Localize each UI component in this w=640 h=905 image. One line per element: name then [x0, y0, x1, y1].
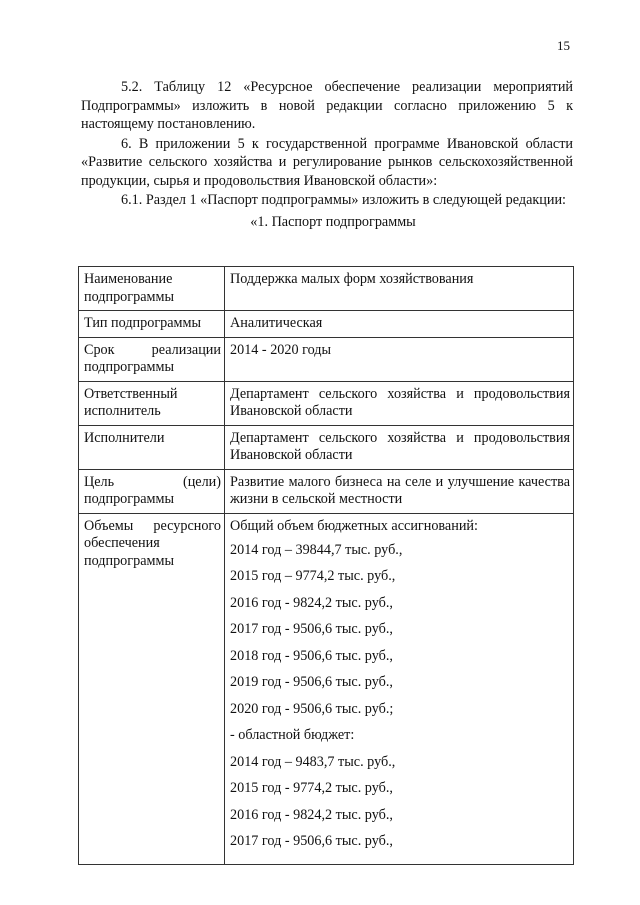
row-value: Поддержка малых форм хозяйствования — [225, 267, 574, 311]
funding-line: - областной бюджет: — [230, 727, 355, 743]
row-value: 2014 - 2020 годы — [225, 337, 574, 381]
funding-line: 2016 год - 9824,2 тыс. руб., — [230, 806, 393, 823]
table-row-funding — [79, 513, 574, 864]
page-number: 15 — [557, 38, 570, 53]
funding-line: 2014 год – 39844,7 тыс. руб., — [230, 541, 403, 558]
row-label: Срок реализации подпрограммы — [79, 337, 225, 381]
funding-lines — [225, 513, 574, 864]
row-value: Департамент сельского хозяйства и продовольствия Ивановской области — [225, 381, 574, 425]
row-value: Департамент сельского хозяйства и продовольствия Ивановской области — [225, 425, 574, 469]
table-row — [79, 381, 574, 425]
table-row — [79, 469, 574, 513]
funding-line: 2018 год - 9506,6 тыс. руб., — [230, 647, 393, 664]
paragraph-6: 6. В приложении 5 к государственной программе Ивановской области «Развитие сельского хозяйства и регулирование рынков сельскохозяйственной продукции, сырья и продовольствия Ивановской области»: — [81, 135, 573, 189]
row-value: Аналитическая — [225, 311, 574, 338]
row-label: Ответственный исполнитель — [79, 381, 225, 425]
passport-table — [78, 266, 574, 865]
row-label: Объемы ресурсного обеспечения подпрограммы — [79, 513, 225, 864]
funding-line: 2015 год – 9774,2 тыс. руб., — [230, 568, 396, 584]
row-label: Наименование подпрограммы — [79, 267, 225, 311]
funding-line: 2016 год - 9824,2 тыс. руб., — [230, 594, 393, 611]
paragraph-6-1: 6.1. Раздел 1 «Паспорт подпрограммы» изложить в следующей редакции: — [121, 192, 566, 208]
funding-line: 2017 год - 9506,6 тыс. руб., — [230, 621, 393, 637]
funding-line: 2014 год – 9483,7 тыс. руб., — [230, 753, 396, 770]
paragraph-5-2: 5.2. Таблицу 12 «Ресурсное обеспечение реализации мероприятий Подпрограммы» изложить в новой редакции согласно приложению 5 к настоящему постановлению. — [81, 79, 573, 132]
table-row — [79, 267, 574, 311]
funding-line: 2020 год - 9506,6 тыс. руб.; — [230, 700, 394, 717]
body-text — [81, 78, 573, 231]
row-value: Развитие малого бизнеса на селе и улучшение качества жизни в сельской местности — [225, 469, 574, 513]
row-label: Тип подпрограммы — [79, 311, 225, 338]
funding-line: 2015 год - 9774,2 тыс. руб., — [230, 780, 393, 796]
table-row — [79, 311, 574, 338]
funding-line: Общий объем бюджетных ассигнований: — [230, 517, 478, 534]
section-heading: «1. Паспорт подпрограммы — [250, 213, 416, 230]
table-row — [79, 425, 574, 469]
table-row — [79, 337, 574, 381]
row-label: Цель (цели) подпрограммы — [79, 469, 225, 513]
funding-line: 2019 год - 9506,6 тыс. руб., — [230, 674, 393, 690]
row-label: Исполнители — [79, 425, 225, 469]
funding-line: 2017 год - 9506,6 тыс. руб., — [230, 833, 393, 849]
